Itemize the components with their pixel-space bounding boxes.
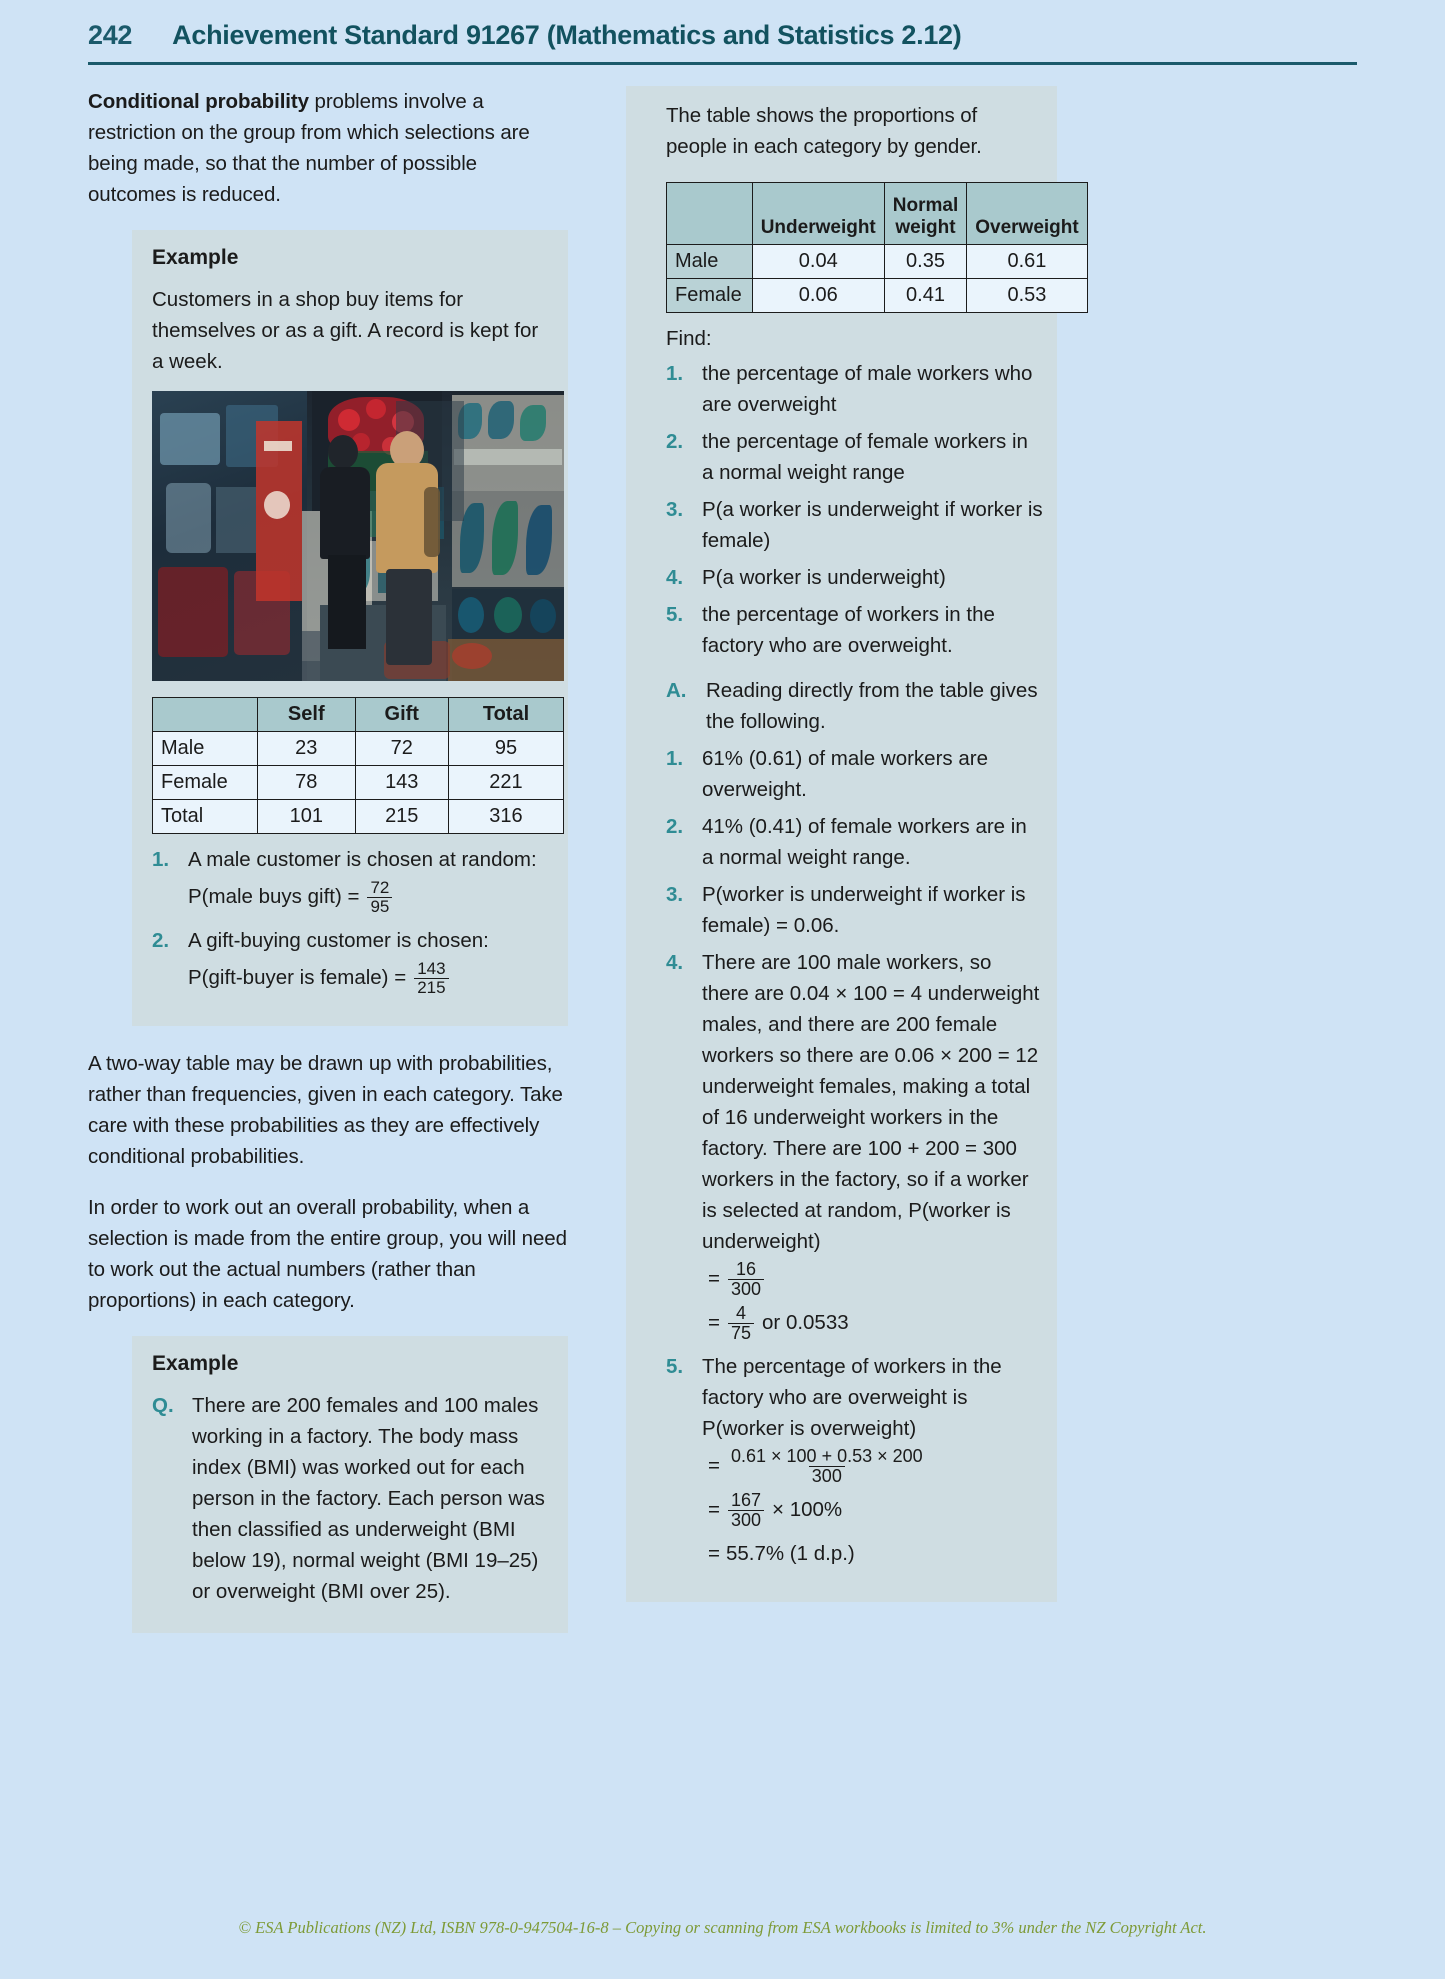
answer-tag: A. xyxy=(666,679,687,702)
list-item xyxy=(666,1351,1043,1576)
answer-intro-row xyxy=(666,675,1043,737)
table-corner-cell xyxy=(667,183,753,245)
fraction-4-75 xyxy=(728,1304,754,1343)
equation-16-300 xyxy=(708,1257,1043,1301)
col-header-underweight: Underweight xyxy=(752,183,884,245)
list-number: 1. xyxy=(666,362,684,385)
formula-2-label: P(gift-buyer is female) = xyxy=(188,966,407,989)
final-answer: 55.7% (1 d.p.) xyxy=(725,1542,855,1565)
paragraph-overall-probability: In order to work out an overall probability, when a selection is made from the entire group, you will need to work out the actual numbers (rather than proportions) in each category. xyxy=(88,1196,567,1312)
col-header-total: Total xyxy=(448,698,563,732)
cell-total-total: 316 xyxy=(448,800,563,834)
list-number: 4. xyxy=(666,566,684,589)
cell-female-self: 78 xyxy=(258,766,356,800)
cell-male-gift: 72 xyxy=(355,732,448,766)
denominator: 300 xyxy=(809,1466,845,1486)
table-row xyxy=(153,732,564,766)
numerator: 0.61 × 100 + 0.53 × 200 xyxy=(730,1445,923,1466)
page-title: Achievement Standard 91267 (Mathematics and Statistics 2.12) xyxy=(172,20,962,50)
list-number: 5. xyxy=(666,603,684,626)
cell-female-gift: 143 xyxy=(355,766,448,800)
equation-suffix: × 100% xyxy=(772,1498,843,1521)
numerator: 16 xyxy=(735,1258,757,1279)
question-1-text: A male customer is chosen at random: xyxy=(188,848,537,871)
denominator: 215 xyxy=(414,978,448,997)
denominator: 95 xyxy=(367,897,392,916)
cell-total-gift: 215 xyxy=(355,800,448,834)
list-number: 5. xyxy=(666,1355,684,1378)
list-number: 4. xyxy=(666,951,684,974)
denominator: 300 xyxy=(728,1510,764,1530)
list-text: the percentage of female workers in a normal weight range xyxy=(702,430,1028,484)
list-number: 1. xyxy=(666,747,684,770)
col-header-normal-weight: Normal weight xyxy=(884,183,966,245)
list-item xyxy=(666,947,1043,1345)
cell-female-total: 221 xyxy=(448,766,563,800)
equals-sign: = xyxy=(708,1311,720,1334)
numerator: 4 xyxy=(735,1302,746,1323)
numerator: 143 xyxy=(417,958,446,978)
list-text xyxy=(188,844,548,919)
list-item xyxy=(666,562,1043,593)
list-text: P(worker is underweight if worker is female) = 0.06. xyxy=(702,883,1026,937)
left-column xyxy=(88,86,568,1655)
table-row xyxy=(667,279,1088,313)
list-item xyxy=(666,426,1043,488)
list-item xyxy=(666,358,1043,420)
row-label-total: Total xyxy=(153,800,258,834)
list-text: the percentage of workers in the factory who are overweight. xyxy=(702,603,995,657)
example-1-questions xyxy=(152,844,548,1000)
numerator: 72 xyxy=(370,877,390,897)
equals-sign: = xyxy=(708,1267,720,1290)
equals-sign: = xyxy=(708,1542,720,1565)
page-header xyxy=(88,20,1357,51)
cell-female-underweight: 0.06 xyxy=(752,279,884,313)
bmi-proportions-table xyxy=(666,182,1088,313)
right-column-panel xyxy=(626,86,1079,1602)
example-1-scenario: Customers in a shop buy items for themselves or as a gift. A record is kept for a week. xyxy=(152,288,539,373)
list-item xyxy=(666,743,1043,805)
cell-male-overweight: 0.61 xyxy=(967,245,1087,279)
list-number: 2. xyxy=(666,430,684,453)
find-questions-list xyxy=(666,358,1043,661)
table-row xyxy=(667,245,1088,279)
intro-bold-term: Conditional probability xyxy=(88,90,309,113)
list-text: 61% (0.61) of male workers are overweight. xyxy=(702,747,988,801)
answer-intro-text: Reading directly from the table gives the following. xyxy=(706,679,1038,733)
question-2-text: A gift-buying customer is chosen: xyxy=(188,929,489,952)
table-row xyxy=(153,800,564,834)
cell-male-normal: 0.35 xyxy=(884,245,966,279)
find-label: Find: xyxy=(666,327,712,350)
formula-2 xyxy=(188,956,548,1000)
list-number: 3. xyxy=(666,498,684,521)
example-box-1 xyxy=(132,230,568,1026)
fraction-72-95 xyxy=(367,879,392,916)
page-number: 242 xyxy=(88,20,133,50)
list-text: the percentage of male workers who are overweight xyxy=(702,362,1033,416)
equation-4-75 xyxy=(708,1301,1043,1345)
cell-male-total: 95 xyxy=(448,732,563,766)
list-text: P(a worker is underweight) xyxy=(702,566,946,589)
answer-5-text: The percentage of workers in the factory who are overweight is P(worker is overweight) xyxy=(702,1355,1002,1440)
equation-final-result xyxy=(708,1532,1043,1576)
col-header-self: Self xyxy=(258,698,356,732)
answers-list xyxy=(666,743,1043,1576)
list-text: 41% (0.41) of female workers are in a normal weight range. xyxy=(702,815,1027,869)
example-1-title: Example xyxy=(152,246,239,269)
row-label-male: Male xyxy=(153,732,258,766)
col-header-gift: Gift xyxy=(355,698,448,732)
intro-rest: problems involve a restriction on the group from which selections are being made, so that the number of possible outcomes is reduced. xyxy=(88,90,530,206)
shop-interior-photo xyxy=(152,391,564,681)
list-item xyxy=(666,811,1043,873)
numerator: 167 xyxy=(730,1489,762,1510)
row-label-female: Female xyxy=(153,766,258,800)
paragraph-two-way-table: A two-way table may be drawn up with probabilities, rather than frequencies, given in each category. Take care with these probabilities as they are effectively conditional probabilities. xyxy=(88,1052,563,1168)
col-header-overweight: Overweight xyxy=(967,183,1087,245)
cell-male-underweight: 0.04 xyxy=(752,245,884,279)
list-text xyxy=(702,947,1043,1345)
right-intro-text: The table shows the proportions of people in each category by gender. xyxy=(666,104,982,158)
list-number: 1. xyxy=(152,848,170,871)
table-row xyxy=(153,766,564,800)
row-label-female: Female xyxy=(667,279,753,313)
list-number: 3. xyxy=(666,883,684,906)
example-2-title: Example xyxy=(152,1352,239,1375)
fraction-167-300 xyxy=(728,1491,764,1530)
list-text xyxy=(188,925,548,1000)
list-number: 2. xyxy=(666,815,684,838)
cell-female-overweight: 0.53 xyxy=(967,279,1087,313)
list-item xyxy=(152,844,548,919)
table-header-row xyxy=(153,698,564,732)
list-item xyxy=(666,494,1043,556)
equals-sign: = xyxy=(708,1454,720,1477)
formula-1 xyxy=(188,875,548,919)
header-divider xyxy=(88,62,1357,65)
list-number: 2. xyxy=(152,929,170,952)
example-box-2 xyxy=(132,1336,568,1633)
copyright-footer: © ESA Publications (NZ) Ltd, ISBN 978-0-947504-16-8 – Copying or scanning from ESA workbooks is limited to 3% under the NZ Copyright Act. xyxy=(238,1918,1207,1937)
answer-4-text: There are 100 male workers, so there are 0.04 × 100 = 4 underweight males, and there are 200 female workers so there are 0.06 × 200 = 12 underweight females, making a total of 16 underweight workers in the factory. There are 100 + 200 = 300 workers in the factory, so if a worker is selected at random, P(worker is underweight) xyxy=(702,951,1040,1253)
list-item xyxy=(666,879,1043,941)
list-text: P(a worker is underweight if worker is female) xyxy=(702,498,1043,552)
list-item xyxy=(152,925,548,1000)
table-header-row xyxy=(667,183,1088,245)
list-text xyxy=(702,1351,1043,1576)
list-item xyxy=(666,599,1043,661)
equation-overweight-calc xyxy=(708,1444,1043,1488)
example-2-question xyxy=(152,1390,548,1607)
table-corner-cell xyxy=(153,698,258,732)
formula-1-label: P(male buys gift) = xyxy=(188,885,360,908)
denominator: 75 xyxy=(728,1323,754,1343)
equation-167-300 xyxy=(708,1488,1043,1532)
equation-suffix: or 0.0533 xyxy=(762,1311,849,1334)
intro-paragraph xyxy=(88,86,568,210)
cell-male-self: 23 xyxy=(258,732,356,766)
row-label-male: Male xyxy=(667,245,753,279)
question-text: There are 200 females and 100 males working in a factory. The body mass index (BMI) was worked out for each person in the factory. Each person was then classified as underweight (BMI below 19), normal weight (BMI 19–25) or overweight (BMI over 25). xyxy=(192,1394,545,1603)
shop-purchases-table xyxy=(152,697,564,834)
fraction-16-300 xyxy=(728,1260,764,1299)
equals-sign: = xyxy=(708,1498,720,1521)
cell-female-normal: 0.41 xyxy=(884,279,966,313)
fraction-overweight-sum-300 xyxy=(728,1447,926,1486)
question-tag: Q. xyxy=(152,1394,174,1417)
denominator: 300 xyxy=(728,1279,764,1299)
fraction-143-215 xyxy=(414,960,448,997)
cell-total-self: 101 xyxy=(258,800,356,834)
